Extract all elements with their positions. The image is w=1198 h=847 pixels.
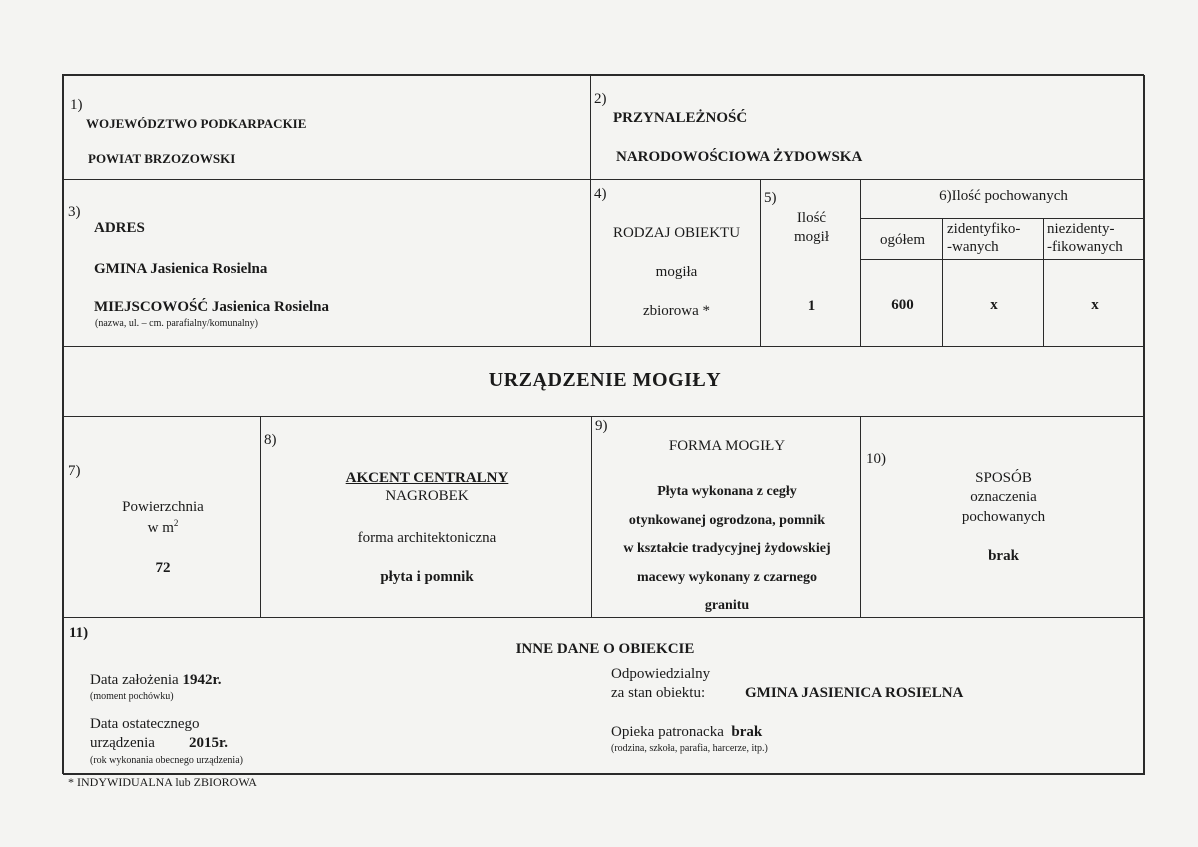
forma-mogily-label: FORMA MOGIŁY: [668, 438, 786, 454]
akcent-value: płyta i pomnik: [380, 569, 474, 585]
miejscowosc: MIEJSCOWOŚĆ Jasienica Rosielna: [94, 299, 330, 315]
box-6-val-niezidentyfikowanych: [1043, 259, 1145, 347]
opieka-patronacka: [611, 724, 762, 741]
box-1: [63, 75, 591, 180]
gmina: GMINA Jasienica Rosielna: [94, 261, 268, 277]
box-5: [760, 179, 861, 347]
zidentyfikowanych-label-2: -wanych: [947, 239, 999, 255]
oznaczenia-label: oznaczenia: [970, 489, 1037, 505]
data-zalozenia-label: Data założenia: [90, 672, 179, 688]
data-ostatecznego-value: 2015r.: [189, 735, 229, 751]
box-6-header: [860, 179, 1145, 219]
box-8: [260, 416, 592, 618]
box-8-number: 8): [264, 432, 277, 448]
box-2-number: 2): [594, 91, 607, 107]
ogolem-label: ogółem: [880, 232, 925, 248]
forma-line-1: Płyta wykonana z cegły: [657, 484, 797, 499]
box-9-number: 9): [595, 418, 608, 434]
record-form: [62, 74, 1144, 774]
sposob-value: brak: [988, 548, 1019, 564]
rodzaj-value-1: mogiła: [655, 264, 698, 280]
forma-architektoniczna-label: forma architektoniczna: [357, 530, 497, 546]
box-9: [591, 416, 861, 618]
opieka-patronacka-note: (rodzina, szkoła, parafia, harcerze, itp.): [611, 743, 768, 754]
forma-line-4: macewy wykonany z czarnego: [636, 570, 818, 585]
odpowiedzialny-label-2: za stan obiektu:: [611, 685, 706, 701]
box-6-col-ogolem: [860, 218, 943, 260]
box-3-number: 3): [68, 204, 81, 220]
box-3: [63, 179, 591, 347]
section-title-row: [63, 346, 1145, 417]
forma-line-2: otynkowanej ogrodzona, pomnik: [628, 513, 826, 528]
box-4: [590, 179, 761, 347]
mogil-label: mogił: [793, 229, 829, 245]
sposob-label: SPOSÓB: [975, 470, 1032, 486]
odpowiedzialny-value: GMINA JASIENICA ROSIELNA: [745, 685, 964, 701]
niezidentyfikowanych-value: x: [1091, 297, 1099, 313]
adres-note: (nazwa, ul. – cm. parafialny/komunalny): [95, 318, 258, 329]
adres-label: ADRES: [94, 220, 145, 236]
box-7-number: 7): [68, 463, 81, 479]
akcent-centralny: AKCENT CENTRALNY: [345, 470, 509, 486]
pochowanych-label: pochowanych: [961, 509, 1046, 525]
box-10-number: 10): [866, 451, 886, 467]
niezidentyfikowanych-label-2: -fikowanych: [1047, 239, 1123, 255]
data-ostatecznego-label-2: urządzenia: [90, 735, 155, 751]
ilosc-mogil-value: 1: [807, 298, 816, 314]
niezidentyfikowanych-label-1: niezidenty-: [1047, 221, 1115, 237]
opieka-patronacka-value: brak: [731, 724, 763, 740]
data-zalozenia-note: (moment pochówku): [90, 691, 174, 702]
box-6-val-zidentyfikowanych: [942, 259, 1044, 347]
data-zalozenia-value: 1942r.: [182, 672, 222, 688]
forma-line-5: granitu: [704, 598, 750, 613]
forma-line-3: w kształcie tradycyjnej żydowskiej: [623, 541, 831, 556]
data-ostatecznego-note: (rok wykonania obecnego urządzenia): [90, 755, 243, 766]
box-6-val-ogolem: [860, 259, 943, 347]
powierzchnia-value: 72: [155, 560, 171, 576]
powierzchnia-label: Powierzchnia: [122, 499, 204, 515]
data-zalozenia: [90, 672, 221, 689]
przynaleznosc-line1: PRZYNALEŻNOŚĆ: [613, 110, 748, 126]
data-ostatecznego-label-1: Data ostatecznego: [90, 716, 200, 732]
ogolem-value: 600: [891, 297, 914, 313]
box-11-number: 11): [69, 625, 89, 641]
wojewodztwo: WOJEWÓDZTWO PODKARPACKIE: [86, 116, 307, 131]
box-6-col-zidentyfikowanych: [942, 218, 1044, 260]
box-5-number: 5): [764, 190, 777, 206]
opieka-patronacka-label: Opieka patronacka: [611, 724, 724, 740]
zidentyfikowanych-label-1: zidentyfiko-: [947, 221, 1021, 237]
rodzaj-value-2: zbiorowa *: [642, 303, 711, 319]
section-title: URZĄDZENIE MOGIŁY: [488, 369, 722, 391]
m2-superscript: 2: [173, 518, 179, 528]
zidentyfikowanych-value: x: [990, 297, 998, 313]
nagrobek: NAGROBEK: [385, 488, 469, 504]
powiat: POWIAT BRZOZOWSKI: [88, 151, 236, 166]
box-6-col-niezidentyfikowanych: [1043, 218, 1145, 260]
w-m-text: w m: [147, 520, 174, 536]
box-1-number: 1): [70, 97, 83, 113]
box-4-number: 4): [594, 186, 607, 202]
rodzaj-obiektu-label: RODZAJ OBIEKTU: [612, 225, 741, 241]
przynaleznosc-line2: NARODOWOŚCIOWA ŻYDOWSKA: [616, 149, 863, 165]
odpowiedzialny-label-1: Odpowiedzialny: [611, 666, 711, 682]
ilosc-pochowanych-title: 6)Ilość pochowanych: [939, 188, 1068, 204]
ilosc-label: Ilość: [796, 210, 827, 226]
inne-dane-title: INNE DANE O OBIEKCIE: [515, 641, 695, 657]
box-10: [860, 416, 1145, 618]
box-2: [590, 75, 1145, 180]
box-7: [63, 416, 261, 618]
box-11: [63, 617, 1145, 775]
footnote: * INDYWIDUALNA lub ZBIOROWA: [68, 775, 257, 789]
w-m2-label: [64, 518, 262, 537]
